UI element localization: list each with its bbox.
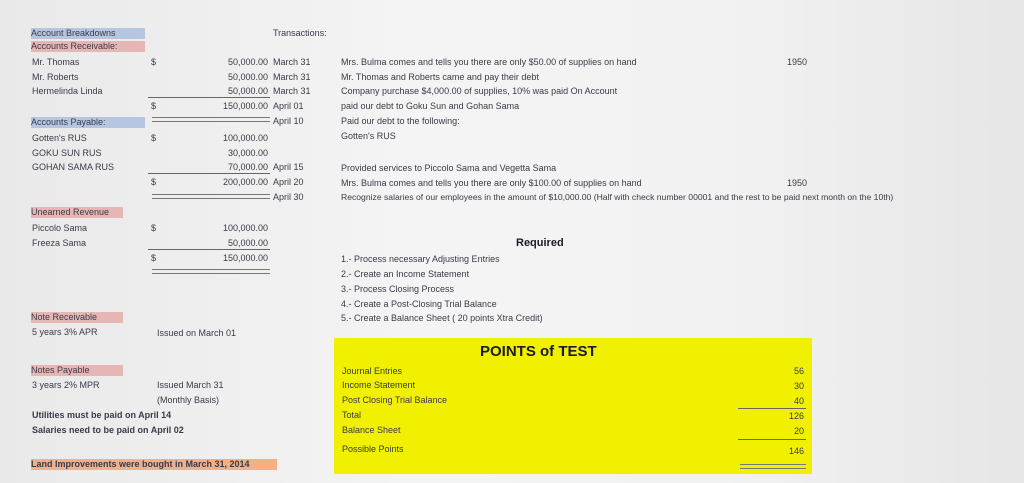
notes-payable-terms: 3 years 2% MPR: [32, 380, 100, 390]
payable-name: GOKU SUN RUS: [32, 148, 102, 158]
points-value: 146: [788, 446, 804, 456]
double-underline: [152, 117, 270, 122]
required-item: 2.- Create an Income Statement: [341, 269, 470, 279]
note-receivable-issued: Issued on March 01: [157, 328, 237, 338]
points-label: Balance Sheet: [342, 425, 401, 435]
transaction-text: Paid our debt to the following:: [341, 116, 460, 126]
accounts-receivable-title: Accounts Receivable:: [31, 41, 145, 52]
unearned-total: 150,000.00: [222, 253, 268, 263]
transaction-text: Gotten's RUS: [341, 131, 396, 141]
receivable-total: 150,000.00: [222, 101, 268, 111]
accounts-payable-title: Accounts Payable:: [31, 117, 145, 128]
year-label: 1950: [787, 178, 808, 188]
subtotal-rule: [738, 408, 806, 409]
payable-name: Gotten's RUS: [32, 133, 87, 143]
points-label: Journal Entries: [342, 366, 403, 376]
transaction-date: April 10: [273, 116, 304, 126]
currency-symbol: $: [151, 223, 157, 233]
double-underline: [152, 194, 270, 199]
currency-symbol: $: [151, 57, 157, 67]
transaction-text: Mrs. Bulma comes and tells you there are only $50.00 of supplies on hand: [341, 57, 637, 67]
salaries-note: Salaries need to be paid on April 02: [32, 425, 184, 435]
land-improvements-note: Land Improvements were bought in March 31, 2014: [31, 459, 277, 470]
required-item: 4.- Create a Post-Closing Trial Balance: [341, 299, 497, 309]
account-breakdowns-header: Account Breakdowns: [31, 28, 145, 39]
transaction-date: April 01: [273, 101, 304, 111]
transaction-text: Provided services to Piccolo Sama and Vegetta Sama: [341, 163, 557, 173]
points-value: 20: [793, 426, 804, 436]
required-item: 5.- Create a Balance Sheet ( 20 points Xtra Credit): [341, 313, 543, 323]
currency-symbol: $: [151, 177, 157, 187]
transaction-date: April 15: [273, 162, 304, 172]
subtotal-rule: [738, 439, 806, 440]
unearned-revenue-title: Unearned Revenue: [31, 207, 123, 218]
transaction-text: Mr. Thomas and Roberts came and pay their debt: [341, 72, 539, 82]
transaction-text: paid our debt to Goku Sun and Gohan Sama: [341, 101, 520, 111]
points-value: 30: [793, 381, 804, 391]
payable-total: 200,000.00: [222, 177, 268, 187]
unearned-amount: 100,000.00: [222, 223, 268, 233]
transactions-header: Transactions:: [273, 28, 327, 38]
transaction-date: April 20: [273, 177, 304, 187]
points-value: 126: [788, 411, 804, 421]
points-title: POINTS of TEST: [480, 343, 597, 360]
double-underline: [740, 464, 806, 469]
payable-name: GOHAN SAMA RUS: [32, 162, 115, 172]
notes-payable-title: Notes Payable: [31, 365, 123, 376]
required-item: 1.- Process necessary Adjusting Entries: [341, 254, 500, 264]
payable-amount: 70,000.00: [227, 162, 268, 172]
transaction-date: April 30: [273, 192, 304, 202]
payable-amount: 100,000.00: [222, 133, 268, 143]
points-value: 56: [793, 366, 804, 376]
points-label: Post Closing Trial Balance: [342, 395, 448, 405]
receivable-name: Hermelinda Linda: [32, 86, 103, 96]
points-label: Income Statement: [342, 380, 416, 390]
receivable-amount: 50,000.00: [227, 72, 268, 82]
year-label: 1950: [787, 57, 808, 67]
transaction-date: March 31: [273, 86, 311, 96]
currency-symbol: $: [151, 133, 157, 143]
transaction-text: Recognize salaries of our employees in the amount of $10,000.00 (Half with check number 00001 and the rest to be paid next month on the 10th): [341, 192, 894, 202]
required-title: Required: [516, 237, 564, 249]
transaction-text: Mrs. Bulma comes and tells you there are only $100.00 of supplies on hand: [341, 178, 642, 188]
required-item: 3.- Process Closing Process: [341, 284, 455, 294]
points-value: 40: [793, 396, 804, 406]
note-receivable-title: Note Receivable: [31, 312, 123, 323]
subtotal-rule: [148, 249, 270, 250]
unearned-name: Freeza Sama: [32, 238, 87, 248]
payable-amount: 30,000.00: [227, 148, 268, 158]
unearned-amount: 50,000.00: [227, 238, 268, 248]
transaction-date: March 31: [273, 72, 311, 82]
subtotal-rule: [148, 173, 270, 174]
receivable-amount: 50,000.00: [227, 57, 268, 67]
utilities-note: Utilities must be paid on April 14: [32, 410, 172, 420]
transaction-text: Company purchase $4,000.00 of supplies, 10% was paid On Account: [341, 86, 618, 96]
transaction-date: March 31: [273, 57, 311, 67]
receivable-name: Mr. Roberts: [32, 72, 79, 82]
notes-payable-basis: (Monthly Basis): [157, 395, 220, 405]
receivable-amount: 50,000.00: [227, 86, 268, 96]
subtotal-rule: [148, 97, 270, 98]
receivable-name: Mr. Thomas: [32, 57, 80, 67]
points-label: Total: [342, 410, 362, 420]
currency-symbol: $: [151, 253, 157, 263]
currency-symbol: $: [151, 101, 157, 111]
unearned-name: Piccolo Sama: [32, 223, 88, 233]
note-receivable-terms: 5 years 3% APR: [32, 327, 98, 337]
notes-payable-issued: Issued March 31: [157, 380, 224, 390]
points-label: Possible Points: [342, 444, 404, 454]
double-underline: [152, 269, 270, 274]
